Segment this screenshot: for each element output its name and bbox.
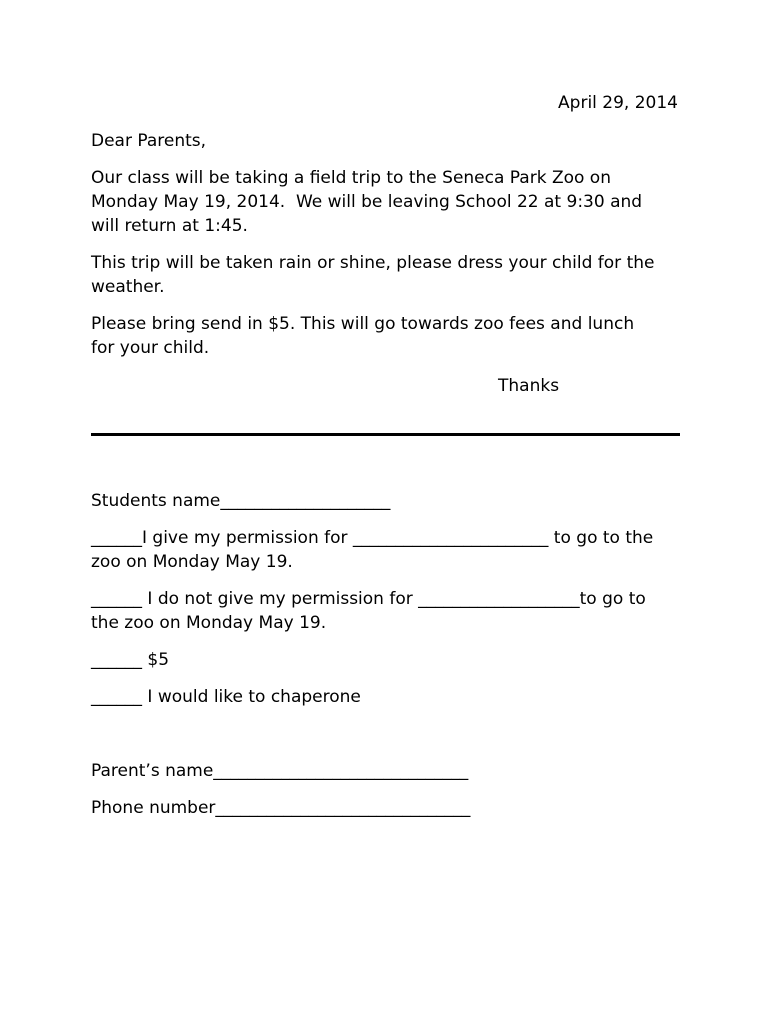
salutation: Dear Parents,	[91, 131, 207, 151]
permission-no-option: ______ I do not give my permission for ___________________to go to the zoo on Monday May 19.	[91, 589, 646, 633]
weather-paragraph: This trip will be taken rain or shine, please dress your child for the weather.	[91, 253, 655, 297]
closing-thanks: Thanks	[498, 376, 560, 396]
letter-date: April 29, 2014	[558, 93, 678, 113]
trip-details-paragraph: Our class will be taking a field trip to the Seneca Park Zoo on Monday May 19, 2014. We will be leaving School 22 at 9:30 and will return at 1:45.	[91, 168, 643, 236]
payment-option: ______ $5	[91, 650, 170, 670]
permission-yes-option: ______I give my permission for _______________________ to go to the zoo on Monday May 19.	[91, 528, 654, 572]
student-name-field: Students name____________________	[91, 491, 391, 511]
chaperone-option: ______ I would like to chaperone	[91, 687, 361, 707]
fee-paragraph: Please bring send in $5. This will go towards zoo fees and lunch for your child.	[91, 314, 635, 358]
parent-name-field: Parent’s name______________________________	[91, 761, 469, 781]
phone-number-field: Phone number______________________________	[91, 798, 471, 818]
cut-line-divider	[91, 433, 680, 436]
